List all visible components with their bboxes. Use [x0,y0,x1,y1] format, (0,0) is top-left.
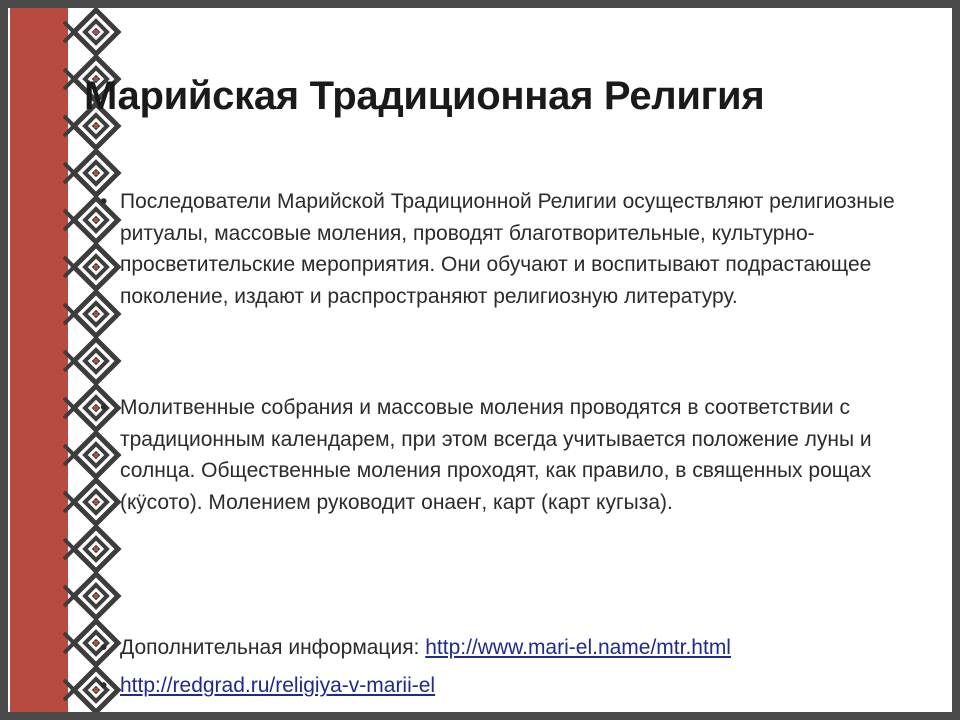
ornament-hook [64,69,74,89]
ornament-hook [64,22,74,42]
additional-info-label: Дополнительная информация: [120,636,426,659]
ornament-accent [94,218,98,222]
ornament-accent [94,641,98,645]
ornament-hook [64,680,74,700]
bullet-second-link [100,670,920,702]
ornament-accent [94,124,98,128]
ornament-hook [64,492,74,512]
slide-title: Марийская Традиционная Религия [84,74,765,118]
ornament-accent [94,359,98,363]
ornament-hook [64,351,74,371]
link-redgrad[interactable]: http://redgrad.ru/religiya-v-marii-el [120,674,436,697]
ornament-hook [64,210,74,230]
ornament-hook [64,633,74,653]
ornament-accent [94,30,98,34]
bullet-prayer-calendar: • Молитвенные собрания и массовые моления проводятся в соответствии с традиционным календарем, при этом всегда учитывается положение луны и солнца. Общественные моления проходят, как правило, в священных рощах (кӱсото). Молением руководит онаеҥ, карт (карт кугыза). [100,392,880,518]
ornament-hook [64,163,74,183]
ornament-accent [94,406,98,410]
ornament-accent [94,594,98,598]
ornament-hook [64,398,74,418]
ornament-accent [94,453,98,457]
link-mari-el[interactable]: http://www.mari-el.name/mtr.html [425,636,731,659]
ornament-accent [94,312,98,316]
ornament-accent [94,547,98,551]
ornament-accent [94,171,98,175]
ornament-accent [94,688,98,692]
bullet-additional-info [100,632,920,664]
ornament-hook [64,257,74,277]
ornament-hook [64,586,74,606]
ornament-accent [94,265,98,269]
ornament-hook [64,116,74,136]
ornament-hook [64,539,74,559]
ornament-accent [94,500,98,504]
ornament-hook [64,304,74,324]
ornament-hook [64,445,74,465]
bullet-followers-activities: • Последователи Марийской Традиционной Религии осуществляют религиозные ритуалы, массовые моления, проводят благотворительные, культурно-просветительские мероприятия. Они обучают и воспитывают подрастающее поколение, издают и распространяют религиозную литературу. [100,186,920,312]
